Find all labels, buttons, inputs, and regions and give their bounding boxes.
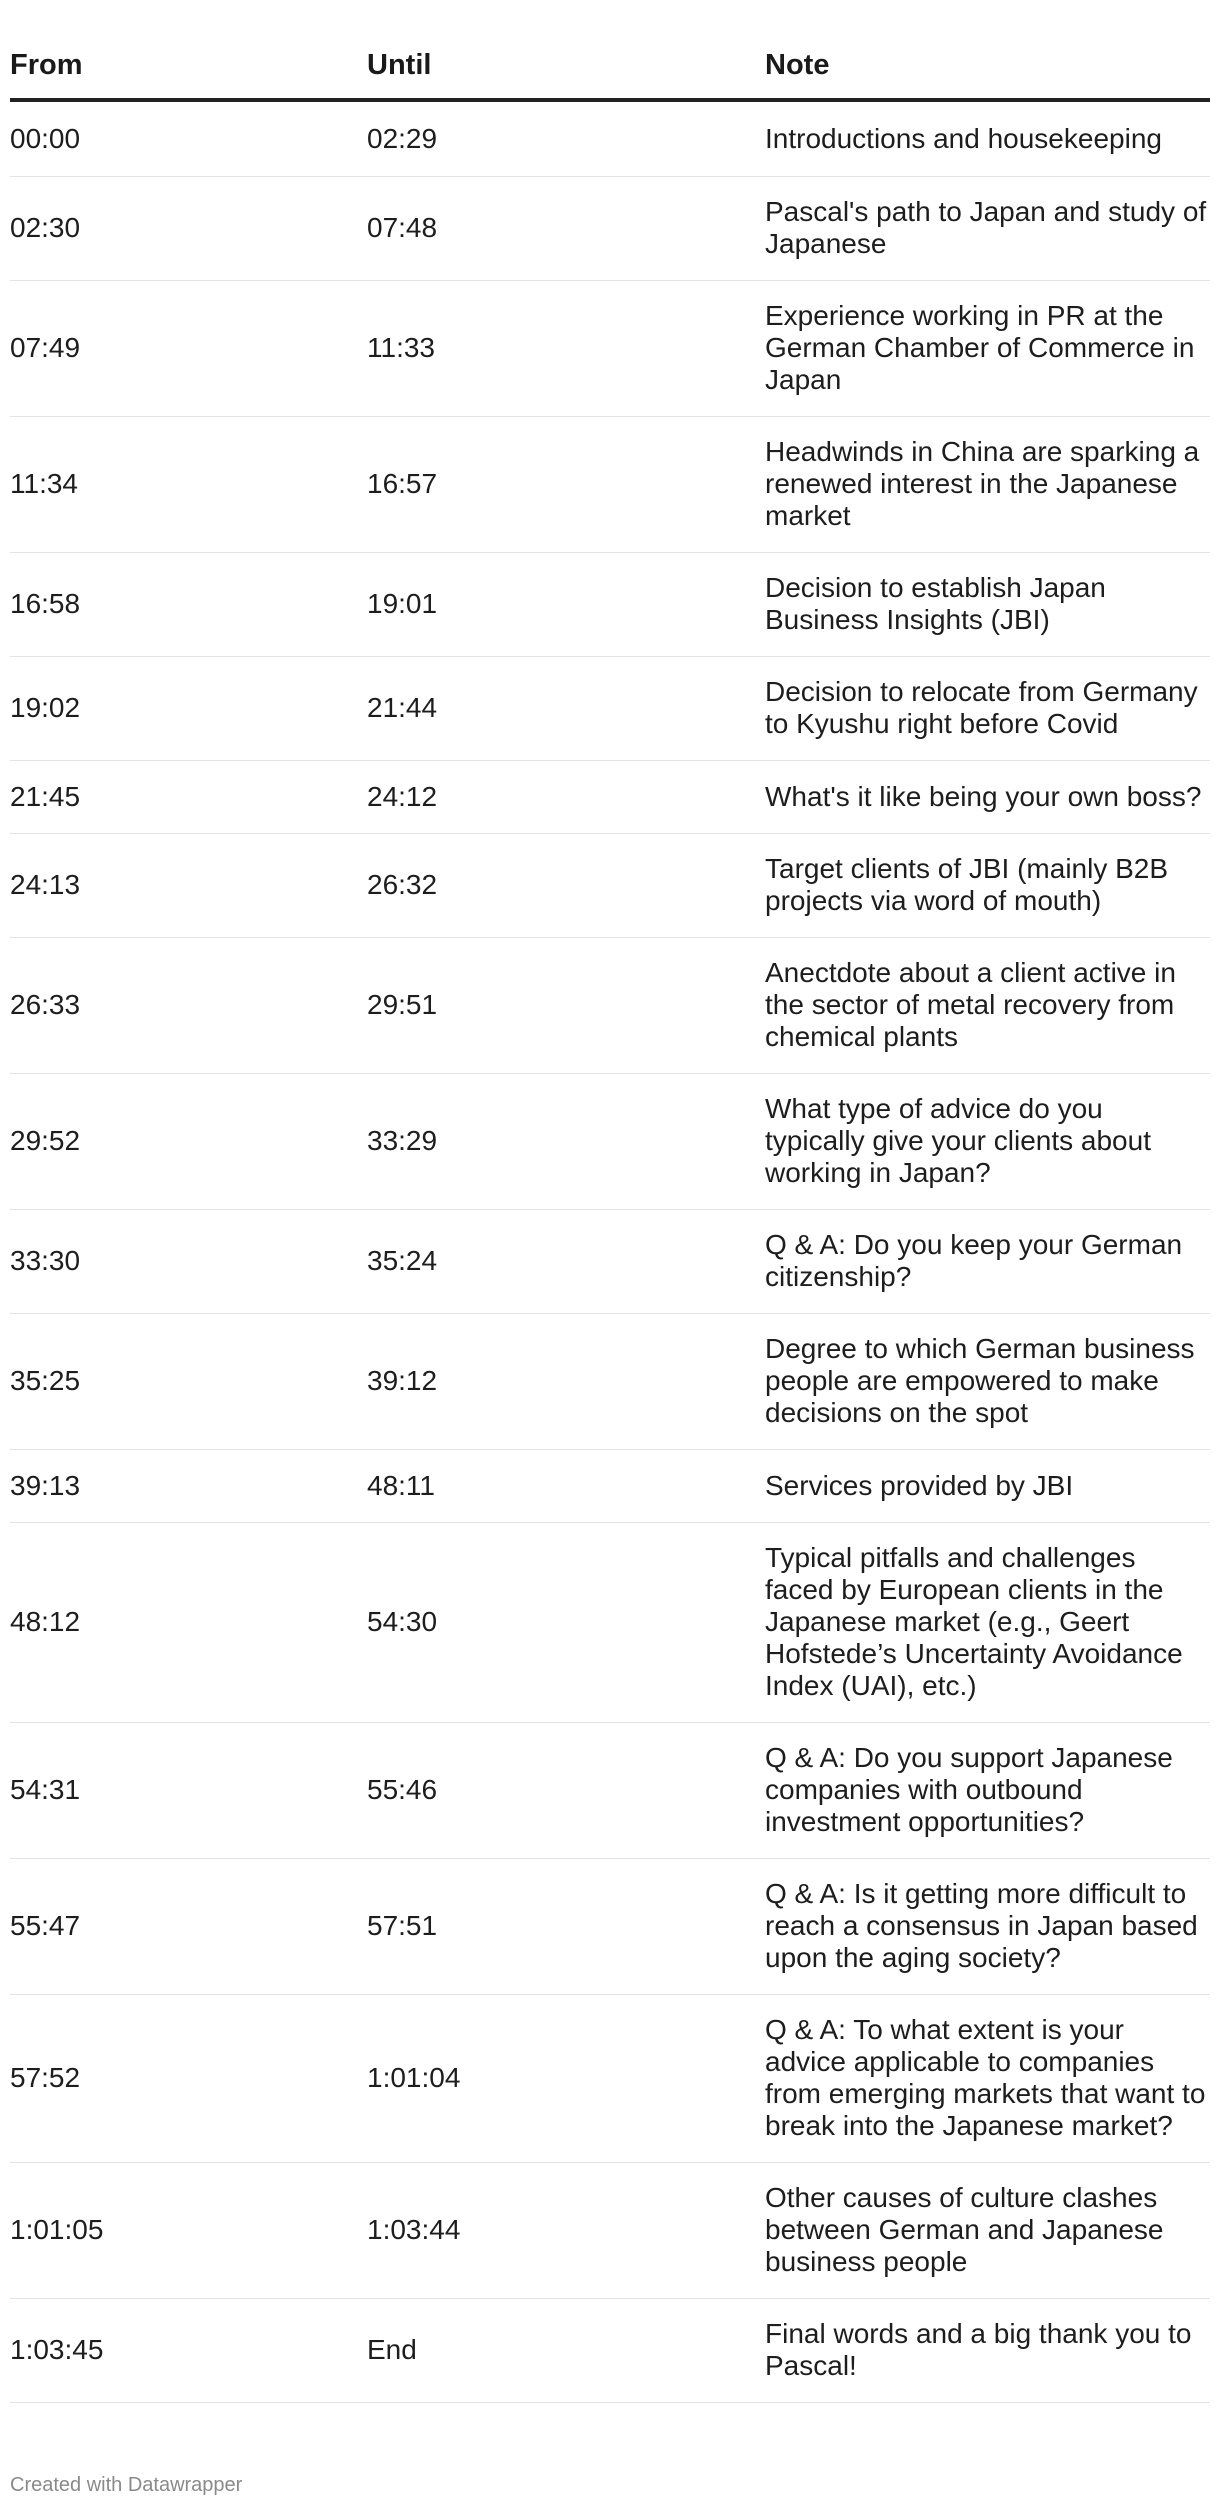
table-row <box>10 2298 1210 2402</box>
cell-from: 07:49 <box>10 280 367 416</box>
cell-from: 1:01:05 <box>10 2162 367 2298</box>
cell-note: Q & A: Do you keep your German citizenship? <box>765 1209 1210 1313</box>
table-row <box>10 280 1210 416</box>
timestamp-table <box>10 32 1210 2403</box>
cell-until: 35:24 <box>367 1209 765 1313</box>
cell-from: 02:30 <box>10 176 367 280</box>
cell-until: 48:11 <box>367 1449 765 1522</box>
cell-note: Services provided by JBI <box>765 1449 1210 1522</box>
cell-until: 33:29 <box>367 1073 765 1209</box>
cell-note: What's it like being your own boss? <box>765 760 1210 833</box>
datawrapper-credit[interactable]: Created with Datawrapper <box>10 2474 243 2496</box>
cell-note: Decision to relocate from Germany to Kyushu right before Covid <box>765 656 1210 760</box>
cell-from: 00:00 <box>10 100 367 176</box>
cell-from: 29:52 <box>10 1073 367 1209</box>
cell-from: 26:33 <box>10 937 367 1073</box>
header-from[interactable]: From <box>10 32 367 100</box>
table-header <box>10 32 1210 100</box>
header-row <box>10 32 1210 100</box>
cell-note: What type of advice do you typically give your clients about working in Japan? <box>765 1073 1210 1209</box>
cell-until: 26:32 <box>367 833 765 937</box>
table-row <box>10 1858 1210 1994</box>
cell-from: 1:03:45 <box>10 2298 367 2402</box>
cell-note: Decision to establish Japan Business Insights (JBI) <box>765 552 1210 656</box>
table-row <box>10 937 1210 1073</box>
table-row <box>10 1449 1210 1522</box>
table-row <box>10 1313 1210 1449</box>
table-row <box>10 1722 1210 1858</box>
cell-note: Other causes of culture clashes between German and Japanese business people <box>765 2162 1210 2298</box>
cell-from: 48:12 <box>10 1522 367 1722</box>
cell-note: Q & A: To what extent is your advice applicable to companies from emerging markets that want to break into the Japanese market? <box>765 1994 1210 2162</box>
cell-until: 16:57 <box>367 416 765 552</box>
cell-until: 55:46 <box>367 1722 765 1858</box>
cell-until: 02:29 <box>367 100 765 176</box>
cell-note: Headwinds in China are sparking a renewed interest in the Japanese market <box>765 416 1210 552</box>
cell-from: 57:52 <box>10 1994 367 2162</box>
cell-until: 39:12 <box>367 1313 765 1449</box>
table-row <box>10 100 1210 176</box>
table-row <box>10 1209 1210 1313</box>
cell-note: Typical pitfalls and challenges faced by European clients in the Japanese market (e.g., Geert Hofstede’s Uncertainty Avoidance Index (UAI), etc.) <box>765 1522 1210 1722</box>
cell-until: 07:48 <box>367 176 765 280</box>
table-row <box>10 552 1210 656</box>
cell-until: 11:33 <box>367 280 765 416</box>
table-row <box>10 760 1210 833</box>
table-row <box>10 1073 1210 1209</box>
cell-until: End <box>367 2298 765 2402</box>
cell-from: 54:31 <box>10 1722 367 1858</box>
cell-until: 19:01 <box>367 552 765 656</box>
cell-until: 21:44 <box>367 656 765 760</box>
table-row <box>10 176 1210 280</box>
cell-from: 33:30 <box>10 1209 367 1313</box>
cell-from: 24:13 <box>10 833 367 937</box>
cell-from: 21:45 <box>10 760 367 833</box>
cell-note: Anectdote about a client active in the sector of metal recovery from chemical plants <box>765 937 1210 1073</box>
cell-from: 19:02 <box>10 656 367 760</box>
table-row <box>10 1994 1210 2162</box>
cell-from: 55:47 <box>10 1858 367 1994</box>
cell-until: 1:03:44 <box>367 2162 765 2298</box>
table-row <box>10 2162 1210 2298</box>
cell-until: 57:51 <box>367 1858 765 1994</box>
cell-from: 35:25 <box>10 1313 367 1449</box>
cell-from: 39:13 <box>10 1449 367 1522</box>
header-note[interactable]: Note <box>765 32 1210 100</box>
cell-note: Experience working in PR at the German Chamber of Commerce in Japan <box>765 280 1210 416</box>
table-row <box>10 1522 1210 1722</box>
cell-note: Q & A: Is it getting more difficult to reach a consensus in Japan based upon the aging society? <box>765 1858 1210 1994</box>
cell-until: 54:30 <box>367 1522 765 1722</box>
cell-note: Final words and a big thank you to Pascal! <box>765 2298 1210 2402</box>
table-body <box>10 100 1210 2402</box>
cell-until: 1:01:04 <box>367 1994 765 2162</box>
cell-note: Degree to which German business people are empowered to make decisions on the spot <box>765 1313 1210 1449</box>
cell-until: 29:51 <box>367 937 765 1073</box>
header-until[interactable]: Until <box>367 32 765 100</box>
cell-note: Target clients of JBI (mainly B2B projects via word of mouth) <box>765 833 1210 937</box>
table-row <box>10 656 1210 760</box>
cell-note: Introductions and housekeeping <box>765 100 1210 176</box>
table-row <box>10 416 1210 552</box>
cell-note: Pascal's path to Japan and study of Japanese <box>765 176 1210 280</box>
cell-from: 16:58 <box>10 552 367 656</box>
cell-from: 11:34 <box>10 416 367 552</box>
cell-until: 24:12 <box>367 760 765 833</box>
table-row <box>10 833 1210 937</box>
cell-note: Q & A: Do you support Japanese companies with outbound investment opportunities? <box>765 1722 1210 1858</box>
